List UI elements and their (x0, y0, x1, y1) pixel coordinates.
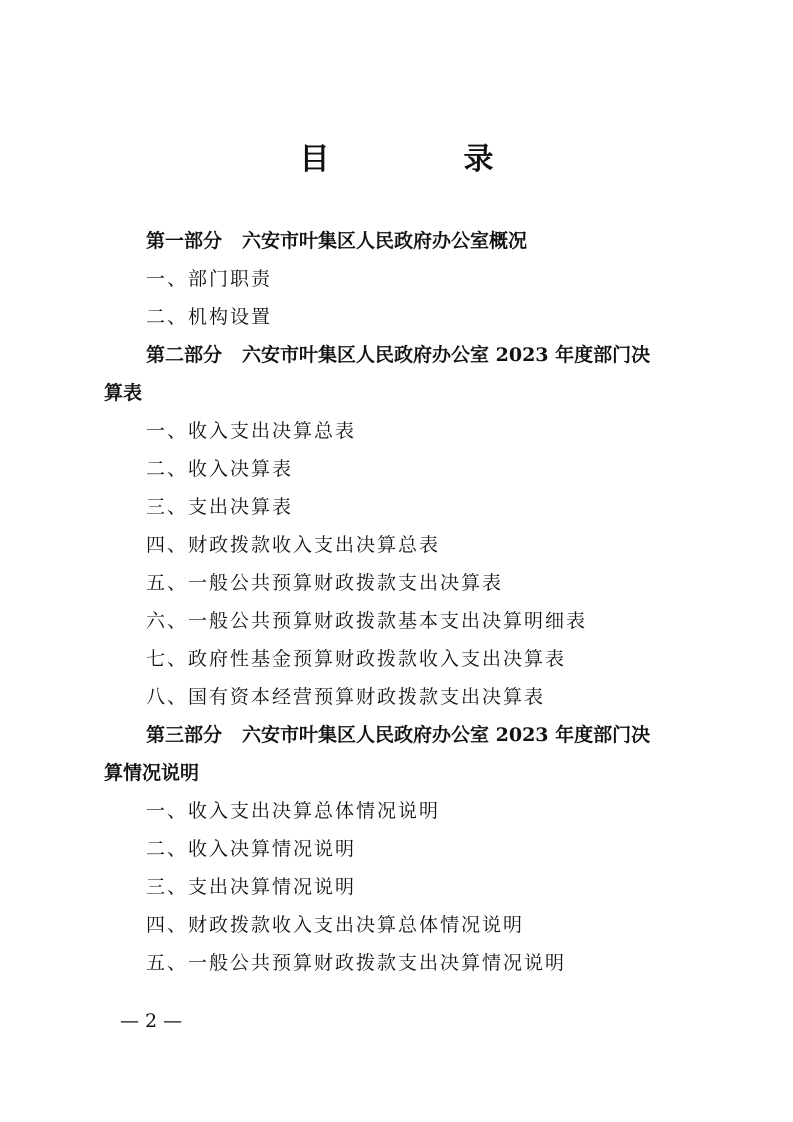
toc-part-2-heading-continued[interactable]: 算表 (104, 382, 143, 404)
toc-item[interactable]: 五、一般公共预算财政拨款支出决算表 (146, 572, 504, 594)
toc-part-3-heading-continued[interactable]: 算情况说明 (104, 762, 200, 784)
page-title: 目 录 (299, 142, 546, 177)
part-title: 六安市叶集区人民政府办公室 2023 年度部门决 (242, 344, 651, 366)
part-title: 六安市叶集区人民政府办公室概况 (242, 230, 528, 252)
toc-item[interactable]: 一、部门职责 (146, 268, 273, 290)
toc-item[interactable]: 三、支出决算情况说明 (146, 876, 357, 898)
toc-part-1-heading[interactable] (104, 222, 704, 260)
page-number: — 2 — (120, 1010, 183, 1032)
toc-item[interactable]: 五、一般公共预算财政拨款支出决算情况说明 (146, 952, 567, 974)
toc-item[interactable]: 六、一般公共预算财政拨款基本支出决算明细表 (146, 610, 588, 632)
part-title: 六安市叶集区人民政府办公室 2023 年度部门决 (242, 724, 651, 746)
toc-item[interactable]: 七、政府性基金预算财政拨款收入支出决算表 (146, 648, 567, 670)
toc-item[interactable]: 八、国有资本经营预算财政拨款支出决算表 (146, 686, 546, 708)
toc-item[interactable]: 三、支出决算表 (146, 496, 294, 518)
toc-item[interactable]: 四、财政拨款收入支出决算总表 (146, 534, 441, 556)
toc-item[interactable]: 二、收入决算情况说明 (146, 838, 357, 860)
toc-part-3-heading[interactable] (104, 716, 704, 754)
part-number: 第一部分 (146, 230, 223, 252)
toc-item[interactable]: 四、财政拨款收入支出决算总体情况说明 (146, 914, 525, 936)
toc-part-2-heading[interactable] (104, 336, 704, 374)
table-of-contents (104, 222, 704, 982)
part-number: 第三部分 (146, 724, 223, 746)
toc-item[interactable]: 二、机构设置 (146, 306, 273, 328)
toc-item[interactable]: 一、收入支出决算总表 (146, 420, 357, 442)
part-number: 第二部分 (146, 344, 223, 366)
toc-item[interactable]: 二、收入决算表 (146, 458, 294, 480)
toc-item[interactable]: 一、收入支出决算总体情况说明 (146, 800, 441, 822)
